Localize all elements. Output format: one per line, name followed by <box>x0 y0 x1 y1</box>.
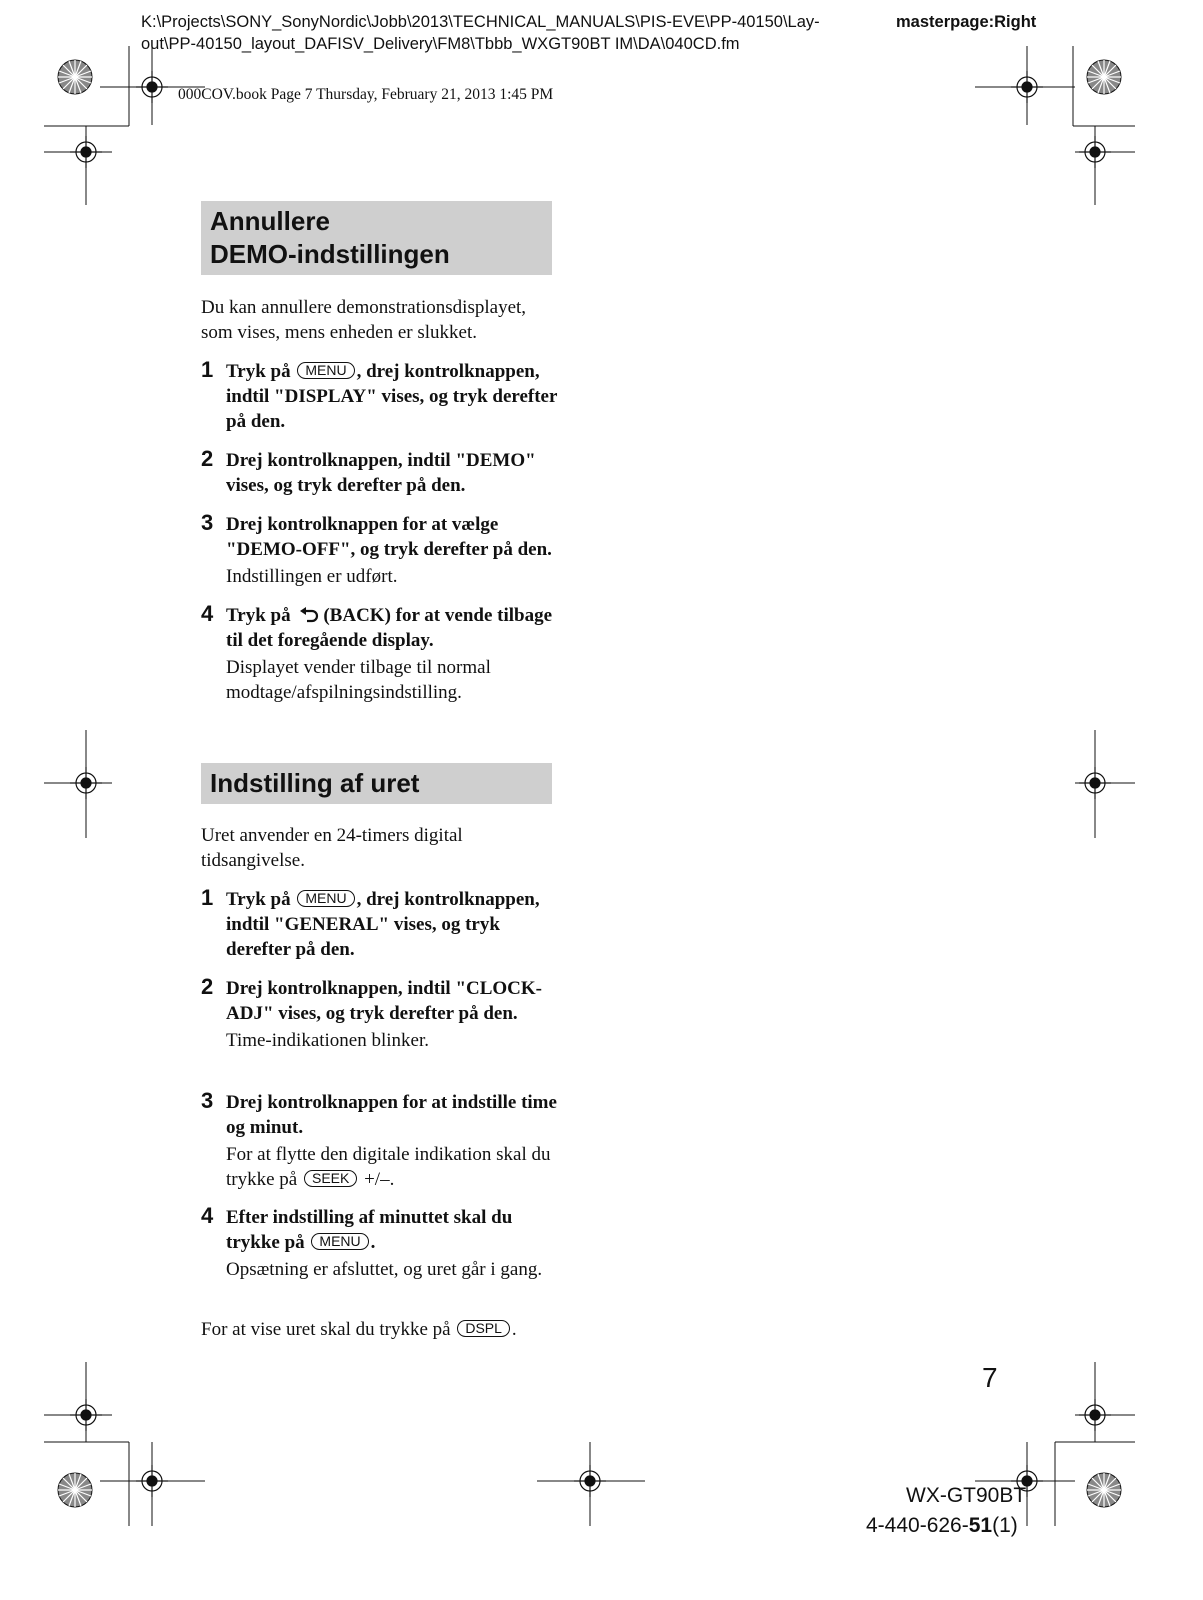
step-text: Drej kontrolknappen for at indstille time og minut. <box>226 1092 557 1138</box>
step-note: For at flytte den digitale indikation skal du trykke på <box>226 1144 551 1190</box>
demo-intro: Du kan annullere demonstrationsdisplayet, som vises, mens enheden er slukket. <box>201 297 527 343</box>
step-text: Drej kontrolknappen, indtil "DEMO" vises, og tryk derefter på den. <box>226 450 536 496</box>
demo-step-4 <box>201 603 561 705</box>
step-text: , drej kontrolknappen, indtil "GENERAL" vises, og tryk derefter på den. <box>226 889 540 960</box>
step-text: (BACK) for at vende tilbage til det foregående display. <box>226 605 553 651</box>
section-heading-clock-text: Indstilling af uret <box>210 768 420 798</box>
file-path-line-2: out\PP-40150_layout_DAFISV_Delivery\FM8\Tbbb_WXGT90BT IM\DA\040CD.fm <box>141 35 740 53</box>
page-number: 7 <box>982 1362 998 1393</box>
outro-text: . <box>511 1319 517 1340</box>
step-note: Indstillingen er udført. <box>226 566 398 587</box>
step-note: Time-indikationen blinker. <box>226 1030 430 1051</box>
demo-step-2 <box>201 448 561 498</box>
demo-step-3 <box>201 512 561 589</box>
section-heading-demo-line-2: DEMO-indstillingen <box>210 239 450 269</box>
dspl-key-icon: DSPL <box>457 1320 510 1337</box>
clock-step-3 <box>201 1090 561 1192</box>
step-number: 1 <box>201 885 214 910</box>
clock-step-1 <box>201 887 561 962</box>
step-number: 3 <box>201 510 214 535</box>
step-note: +/–. <box>364 1169 395 1190</box>
step-note: Displayet vender tilbage til normal modtage/afspilningsindstilling. <box>226 657 491 703</box>
part-number-bold: 51 <box>968 1514 993 1537</box>
menu-key-icon: MENU <box>311 1233 368 1250</box>
file-path-line-1: K:\Projects\SONY_SonyNordic\Jobb\2013\TECHNICAL_MANUALS\PIS-EVE\PP-40150\Lay- <box>141 13 820 31</box>
step-text: , drej kontrolknappen, indtil "DISPLAY" vises, og tryk derefter på den. <box>226 361 558 432</box>
part-number-suffix: (1) <box>992 1514 1018 1537</box>
step-number: 3 <box>201 1088 214 1113</box>
section-heading-demo <box>201 201 552 275</box>
outro-text: For at vise uret skal du trykke på <box>201 1319 451 1340</box>
part-number <box>866 1514 1018 1538</box>
clock-step-2 <box>201 976 561 1053</box>
step-number: 2 <box>201 974 214 999</box>
step-number: 4 <box>201 601 214 626</box>
step-text: Tryk på <box>226 605 291 626</box>
step-text: Tryk på <box>226 889 291 910</box>
clock-step-4 <box>201 1205 561 1282</box>
clock-intro: Uret anvender en 24-timers digital tidsangivelse. <box>201 825 463 871</box>
clock-outro <box>201 1317 561 1342</box>
back-arrow-icon <box>299 607 319 623</box>
step-number: 4 <box>201 1203 214 1228</box>
menu-key-icon: MENU <box>297 362 354 379</box>
masterpage-label: masterpage:Right <box>896 13 1037 31</box>
menu-key-icon: MENU <box>297 890 354 907</box>
section-heading-demo-line-1: Annullere <box>210 206 330 236</box>
step-text: Drej kontrolknappen for at vælge "DEMO-OFF", og tryk derefter på den. <box>226 514 552 560</box>
step-text: . <box>370 1232 376 1253</box>
book-info: 000COV.book Page 7 Thursday, February 21, 2013 1:45 PM <box>178 86 554 103</box>
seek-key-icon: SEEK <box>304 1170 357 1187</box>
step-number: 1 <box>201 357 214 382</box>
part-number-prefix: 4-440-626- <box>866 1514 969 1537</box>
step-text: Efter indstilling af minuttet skal du trykke på <box>226 1207 513 1253</box>
model-number: WX-GT90BT <box>906 1484 1027 1507</box>
step-note: Opsætning er afsluttet, og uret går i gang. <box>226 1259 543 1280</box>
demo-step-1 <box>201 359 561 434</box>
step-number: 2 <box>201 446 214 471</box>
section-heading-clock <box>201 763 552 804</box>
step-text: Drej kontrolknappen, indtil "CLOCK-ADJ" vises, og tryk derefter på den. <box>226 978 543 1024</box>
step-text: Tryk på <box>226 361 291 382</box>
